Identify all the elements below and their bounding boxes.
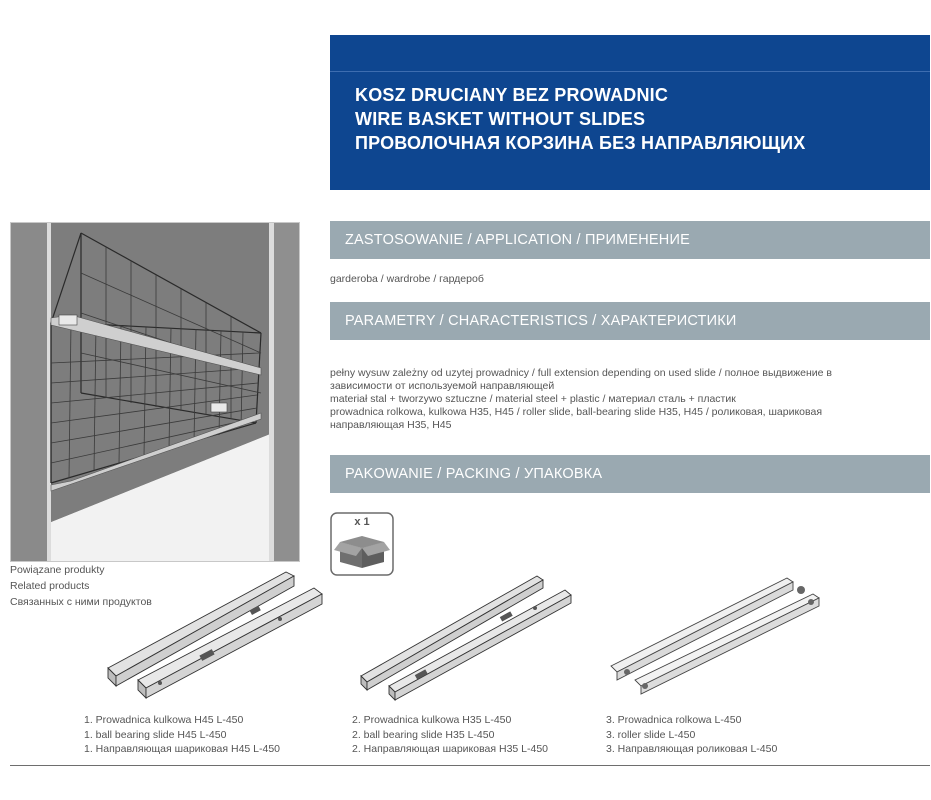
characteristics-line: materiał stal + tworzywo sztuczne / material steel + plastic / материал сталь + пластик — [330, 393, 736, 405]
cabinet-right-wall — [273, 223, 299, 561]
product-photo — [10, 222, 300, 562]
related-label-polish: Powiązane produkty — [10, 564, 105, 576]
product-3-image — [605, 568, 830, 703]
cabinet-left-wall — [11, 223, 49, 561]
packing-heading: PAKOWANIE / PACKING / УПАКОВКА — [330, 455, 930, 493]
product-1-caption — [84, 713, 280, 757]
characteristics-line: направляющая H35, H45 — [330, 419, 452, 431]
characteristics-line: pełny wysuw zależny od uzytej prowadnicy / full extension depending on used slide / полное выдвижение в — [330, 367, 832, 379]
product-3-caption-polish: 3. Prowadnica rolkowa L-450 — [606, 714, 742, 726]
product-1-caption-english: 1. ball bearing slide H45 L-450 — [84, 728, 227, 741]
related-label-english: Related products — [10, 580, 90, 592]
ball-bearing-slide-h35-icon — [355, 568, 580, 703]
characteristics-text — [330, 367, 910, 432]
packing-quantity-box — [330, 512, 394, 576]
roller-slide-icon — [605, 568, 830, 703]
packing-quantity: x 1 — [354, 516, 370, 528]
product-2-caption-polish: 2. Prowadnica kulkowa H35 L-450 — [352, 714, 512, 726]
product-3-caption-english: 3. roller slide L-450 — [606, 728, 696, 741]
product-3-caption — [606, 713, 777, 757]
product-2-caption-english: 2. ball bearing slide H35 L-450 — [352, 728, 495, 741]
title-polish: KOSZ DRUCIANY BEZ PROWADNIC — [355, 85, 669, 105]
characteristics-line: prowadnica rolkowa, kulkowa H35, H45 / roller slide, ball-bearing slide H35, H45 / роликовая, шариковая — [330, 406, 823, 418]
product-1-caption-polish: 1. Prowadnica kulkowa H45 L-450 — [84, 714, 244, 726]
product-2-caption-russian: 2. Направляющая шариковая H35 L-450 — [352, 743, 549, 755]
characteristics-heading: PARAMETRY / CHARACTERISTICS / ХАРАКТЕРИСТИКИ — [330, 302, 930, 340]
product-2-caption — [352, 713, 548, 757]
characteristics-line: зависимости от используемой направляющей — [330, 380, 555, 392]
title-russian: ПРОВОЛОЧНАЯ КОРЗИНА БЕЗ НАПРАВЛЯЮЩИХ — [355, 133, 806, 153]
product-1-image — [100, 568, 330, 703]
product-3-caption-russian: 3. Направляющая роликовая L-450 — [606, 743, 778, 755]
ball-bearing-slide-h45-icon — [100, 568, 330, 703]
wire-basket-illustration — [11, 223, 299, 561]
application-heading: ZASTOSOWANIE / APPLICATION / ПРИМЕНЕНИЕ — [330, 221, 930, 259]
bottom-divider — [10, 765, 930, 766]
product-1-caption-russian: 1. Направляющая шариковая H45 L-450 — [84, 743, 281, 755]
title-english: WIRE BASKET WITHOUT SLIDES — [355, 109, 646, 129]
title-banner — [330, 35, 930, 190]
banner-stripe — [330, 71, 930, 72]
product-2-image — [355, 568, 580, 703]
product-title — [355, 83, 806, 155]
application-text: garderoba / wardrobe / гардероб — [330, 273, 484, 285]
related-label-russian: Связанных с ними продуктов — [10, 596, 152, 608]
